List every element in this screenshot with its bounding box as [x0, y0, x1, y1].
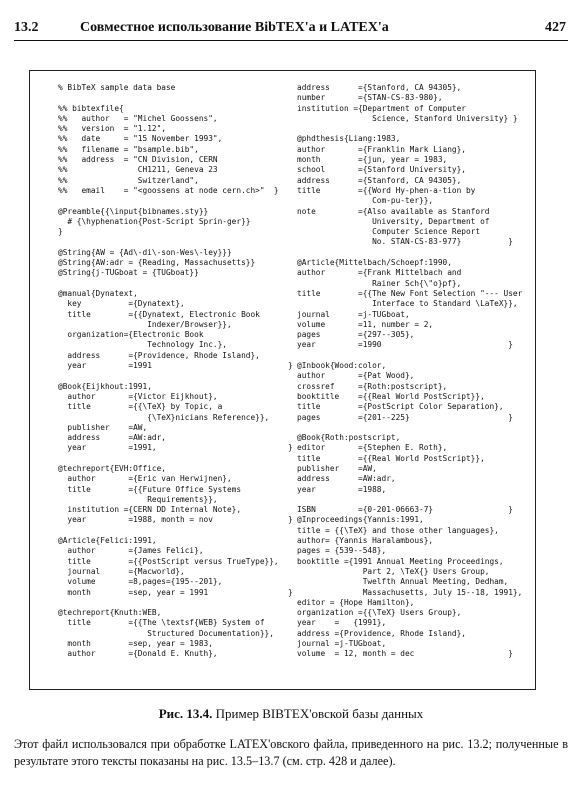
- bibtex-left-column: % BibTeX sample data base %% bibtexfile{ %% author = "Michel Goossens", %% version = "1.12", %% date = "15 November 1993", %% filename = "bsample.bib", %% address = "CN Division, CERN %% CH1211, Geneva 23 %% Switzerland", %% email = "<goossens at node cern.ch>" } @Preamble{{\input{bibnames.sty}} # {\hyphenation{Post-Script Sprin-ger}} } @String{AW = {Ad\-di\-son-Wes\-ley}}} @String{AW:adr = {Reading, Massachusetts}} @String{j-TUGboat = {TUGboat}} @manual{Dynatext, key ={Dynatext}, title ={{Dynatext, Electronic Book Indexer/Browser}}, organization={Electronic Book Technology Inc.}, address ={Providence, Rhode Island}, year =1991 } @Book{Eijkhout:1991, author ={Victor Eijkhout}, title ={{\TeX} by Topic, a {\TeX}nicians Reference}}, publisher =AW, address =AW:adr, year =1991, } @techreport{EVH:Office, author ={Eric van Herwijnen}, title ={{Future Office Systems Requirements}}, institution ={CERN DD Internal Note}, year =1988, month = nov } @Article{Felici:1991, author ={James Felici}, title ={{PostScript versus TrueType}}, journal ={Macworld}, volume =8,pages={195--201}, month =sep, year = 1991 } @techreport{Knuth:WEB, title ={{The \textsf{WEB} System of Structured Documentation}}, month =sep, year = 1983, author ={Donald E. Knuth},: [58, 83, 293, 659]
- bibtex-right-column: address ={Stanford, CA 94305}, number ={STAN-CS-83-980}, institution ={Department of Computer Science, Stanford University} } @phdthesis{Liang:1983, author ={Franklin Mark Liang}, month ={jun, year = 1983, school ={Stanford University}, address ={Stanford, CA 94305}, title ={{Word Hy-phen-a-tion by Com-pu-ter}}, note ={Also available as Stanford University, Department of Computer Science Report No. STAN-CS-83-977} } @Article{Mittelbach/Schoepf:1990, author ={Frank Mittelbach and Rainer Sch{\"o}pf}, title ={{The New Font Selection "--- User Interface to Standard \LaTeX}}, journal =j-TUGboat, volume =11, number = 2, pages ={297--305}, year =1990 } @Inbook{Wood:color, author ={Pat Wood}, crossref ={Roth:postscript}, booktitle ={{Real World PostScript}}, title ={PostScript Color Separation}, pages ={201--225} } @Book{Roth:postscript, editor ={Stephen E. Roth}, title ={{Real World PostScript}}, publisher =AW, address =AW:adr, year =1988, ISBN ={0-201-06663-7} } @Inproceedings{Yannis:1991, title = {{\TeX} and those other languages}, author= {Yannis Haralambous}, pages = {539--548}, booktitle ={1991 Annual Meeting Proceedings, Part 2, \TeX{} Users Group, Twelfth Annual Meeting, Dedham, Massachusetts, July 15--18, 1991}, editor = {Hope Hamilton}, organization ={{\TeX} Users Group}, year = {1991}, address ={Providence, Rhode Island}, journal =j-TUGboat, volume = 12, month = dec }: [297, 83, 523, 659]
- page-number: 427: [545, 20, 566, 35]
- running-header: [14, 14, 568, 41]
- figure-description: Этот файл использовался при обработке LATEX'овского файла, приведенного на рис. 13.2; полученные в результате этого тексты показаны на рис. 13.5–13.7 (см. стр. 428 и далее).: [14, 737, 568, 768]
- figure-caption: [0, 706, 582, 722]
- section-title: Совместное использование BibTEX'а и LATEX'а: [80, 20, 389, 35]
- figure-caption-text: Пример BIBTEX'овской базы данных: [212, 706, 424, 721]
- figure-box: [29, 70, 536, 690]
- section-number: 13.2: [14, 20, 39, 35]
- figure-label: Рис. 13.4.: [158, 706, 213, 721]
